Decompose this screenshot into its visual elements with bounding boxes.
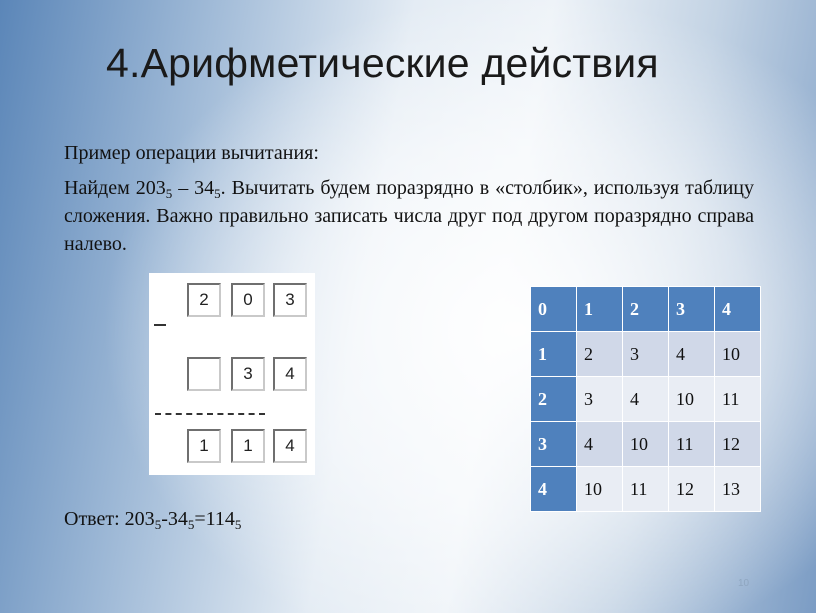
table-cell: 13 xyxy=(715,467,761,512)
page-number: 10 xyxy=(738,578,750,589)
table-header-cell: 1 xyxy=(577,287,623,332)
column-subtraction-figure xyxy=(149,273,315,475)
para-base-2: 5 xyxy=(214,186,221,201)
table-row xyxy=(531,377,761,422)
answer-part-c: =114 xyxy=(194,508,235,530)
digit-cell: 4 xyxy=(273,357,307,391)
table-cell: 3 xyxy=(623,332,669,377)
digit-cell: 1 xyxy=(231,429,265,463)
para-part-c: . Вычитать будем поразрядно в «столбик», используя таблицу сложения. Важно правильно записать числа друг под другом поразрядно справа налево. xyxy=(64,177,755,255)
digit-cell: 1 xyxy=(187,429,221,463)
table-cell: 3 xyxy=(577,377,623,422)
answer-text xyxy=(64,508,241,531)
para-part-b: – 34 xyxy=(172,177,215,199)
table-cell: 2 xyxy=(577,332,623,377)
table-row-header: 3 xyxy=(531,422,577,467)
table-cell: 12 xyxy=(669,467,715,512)
digit-cell: 3 xyxy=(273,283,307,317)
table-header-cell: 0 xyxy=(531,287,577,332)
table-row xyxy=(531,332,761,377)
table-row xyxy=(531,422,761,467)
table-cell: 10 xyxy=(623,422,669,467)
table-row xyxy=(531,467,761,512)
addition-table xyxy=(530,286,761,512)
table-header-cell: 2 xyxy=(623,287,669,332)
table-cell: 10 xyxy=(577,467,623,512)
table-cell: 4 xyxy=(623,377,669,422)
digit-cell xyxy=(187,357,221,391)
table-cell: 11 xyxy=(669,422,715,467)
table-header-row xyxy=(531,287,761,332)
answer-base-3: 5 xyxy=(234,517,242,532)
answer-base-2: 5 xyxy=(187,517,195,532)
table-row-header: 1 xyxy=(531,332,577,377)
table-cell: 4 xyxy=(577,422,623,467)
slide-title: 4.Арифметические действия xyxy=(106,40,659,86)
digit-cell: 4 xyxy=(273,429,307,463)
table-row-header: 2 xyxy=(531,377,577,422)
answer-part-a: Ответ: 203 xyxy=(64,508,155,530)
table-cell: 11 xyxy=(623,467,669,512)
table-row-header: 4 xyxy=(531,467,577,512)
result-separator-line xyxy=(155,413,265,415)
answer-base-1: 5 xyxy=(154,517,162,532)
answer-part-b: -34 xyxy=(161,508,188,530)
table-header-cell: 3 xyxy=(669,287,715,332)
digit-cell: 3 xyxy=(231,357,265,391)
intro-text: Пример операции вычитания: xyxy=(64,142,319,164)
table-cell: 12 xyxy=(715,422,761,467)
table-cell: 10 xyxy=(669,377,715,422)
table-cell: 4 xyxy=(669,332,715,377)
table-cell: 10 xyxy=(715,332,761,377)
para-part-a: Найдем 203 xyxy=(64,177,166,199)
digit-cell: 2 xyxy=(187,283,221,317)
explanation-paragraph xyxy=(64,174,754,258)
table-cell: 11 xyxy=(715,377,761,422)
minus-sign xyxy=(154,324,166,326)
para-base-1: 5 xyxy=(165,186,173,201)
table-header-cell: 4 xyxy=(715,287,761,332)
digit-cell: 0 xyxy=(231,283,265,317)
